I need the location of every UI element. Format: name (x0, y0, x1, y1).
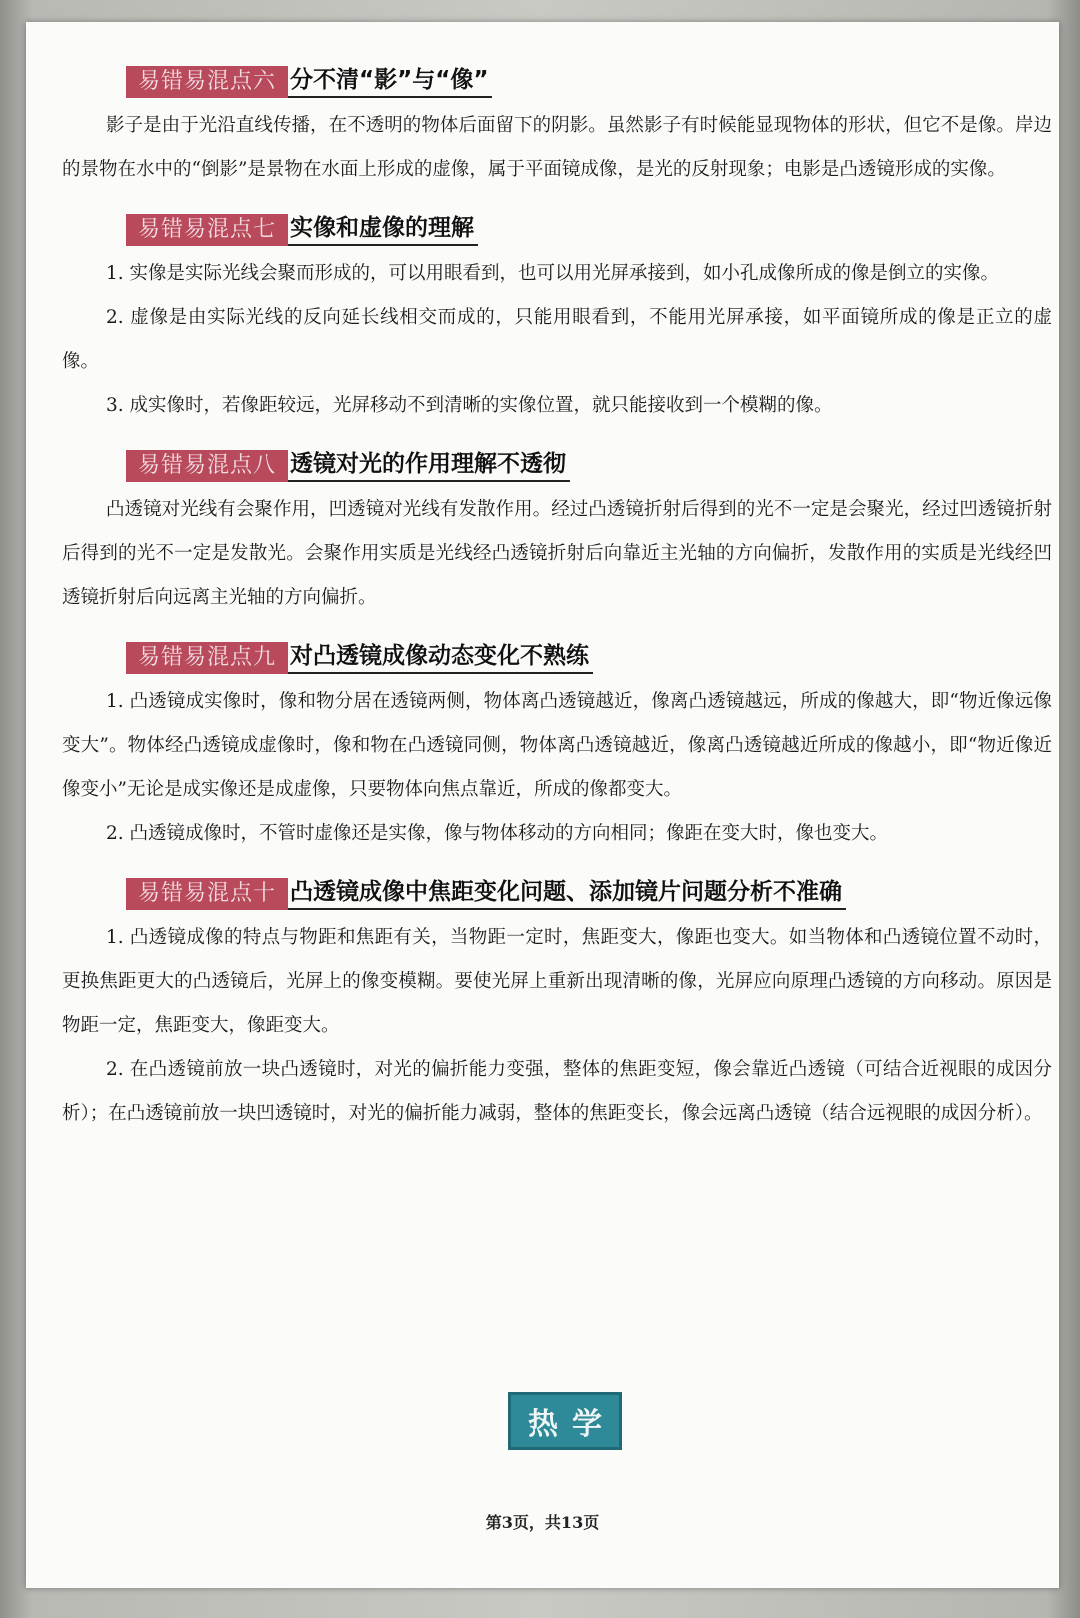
paragraph: 1. 实像是实际光线会聚而形成的，可以用眼看到，也可以用光屏承接到，如小孔成像所成的像是倒立的实像。 (106, 263, 1000, 284)
paragraph: 1. 凸透镜成实像时，像和物分居在透镜两侧，物体离凸透镜越近，像离凸透镜越远，所成的像越大，即“物近像远像变大”。物体经凸透镜成虚像时，像和物在凸透镜同侧，物体离凸透镜越近，像离凸透镜越近所成的像越小，即“物近像近像变小”无论是成实像还是成虚像，只要物体向焦点靠近，所成的像都变大。 (62, 691, 1052, 800)
paragraph: 2. 虚像是由实际光线的反向延长线相交而成的，只能用眼看到，不能用光屏承接，如平面镜所成的像是正立的虚像。 (62, 307, 1052, 372)
section-title: 透镜对光的作用理解不透彻 (288, 448, 570, 482)
section-header (126, 210, 1052, 246)
section-header (126, 62, 1052, 98)
document-page (26, 22, 1059, 1588)
page-content (62, 62, 1052, 1154)
paragraph: 2. 在凸透镜前放一块凸透镜时，对光的偏折能力变强，整体的焦距变短，像会靠近凸透镜（可结合近视眼的成因分析）；在凸透镜前放一块凹透镜时，对光的偏折能力减弱，整体的焦距变长，像会远离凸透镜（结合远视眼的成因分析）。 (62, 1059, 1052, 1124)
section-tag: 易错易混点六 (126, 66, 288, 98)
section-tag: 易错易混点八 (126, 450, 288, 482)
section-title: 分不清“影”与“像” (288, 64, 492, 98)
section-10 (62, 874, 1052, 1136)
paragraph: 凸透镜对光线有会聚作用，凹透镜对光线有发散作用。经过凸透镜折射后得到的光不一定是会聚光，经过凹透镜折射后得到的光不一定是发散光。会聚作用实质是光线经凸透镜折射后向靠近主光轴的方向偏折，发散作用的实质是光线经凹透镜折射后向远离主光轴的方向偏折。 (62, 499, 1052, 608)
paragraph: 3. 成实像时，若像距较远，光屏移动不到清晰的实像位置，就只能接收到一个模糊的像。 (106, 395, 833, 416)
section-6 (62, 62, 1052, 192)
section-header (126, 874, 1052, 910)
section-tag: 易错易混点七 (126, 214, 288, 246)
paragraph: 1. 凸透镜成像的特点与物距和焦距有关，当物距一定时，焦距变大，像距也变大。如当物体和凸透镜位置不动时，更换焦距更大的凸透镜后，光屏上的像变模糊。要使光屏上重新出现清晰的像，光屏应向原理凸透镜的方向移动。原因是物距一定，焦距变大，像距变大。 (62, 927, 1052, 1036)
section-header (126, 446, 1052, 482)
section-tag: 易错易混点九 (126, 642, 288, 674)
paragraph: 2. 凸透镜成像时，不管时虚像还是实像，像与物体移动的方向相同；像距在变大时，像也变大。 (106, 823, 889, 844)
section-title: 对凸透镜成像动态变化不熟练 (288, 640, 593, 674)
section-title: 实像和虚像的理解 (288, 212, 478, 246)
chapter-label-box (508, 1392, 622, 1450)
section-8 (62, 446, 1052, 620)
section-9 (62, 638, 1052, 856)
paragraph: 影子是由于光沿直线传播，在不透明的物体后面留下的阴影。虽然影子有时候能显现物体的形状，但它不是像。岸边的景物在水中的“倒影”是景物在水面上形成的虚像，属于平面镜成像，是光的反射现象；电影是凸透镜形成的实像。 (62, 115, 1052, 180)
page-number: 第3页，共13页 (485, 1513, 600, 1532)
section-header (126, 638, 1052, 674)
section-title: 凸透镜成像中焦距变化问题、添加镜片问题分析不准确 (288, 876, 846, 910)
section-7 (62, 210, 1052, 428)
section-tag: 易错易混点十 (126, 878, 288, 910)
chapter-label: 热学 (528, 1407, 616, 1442)
